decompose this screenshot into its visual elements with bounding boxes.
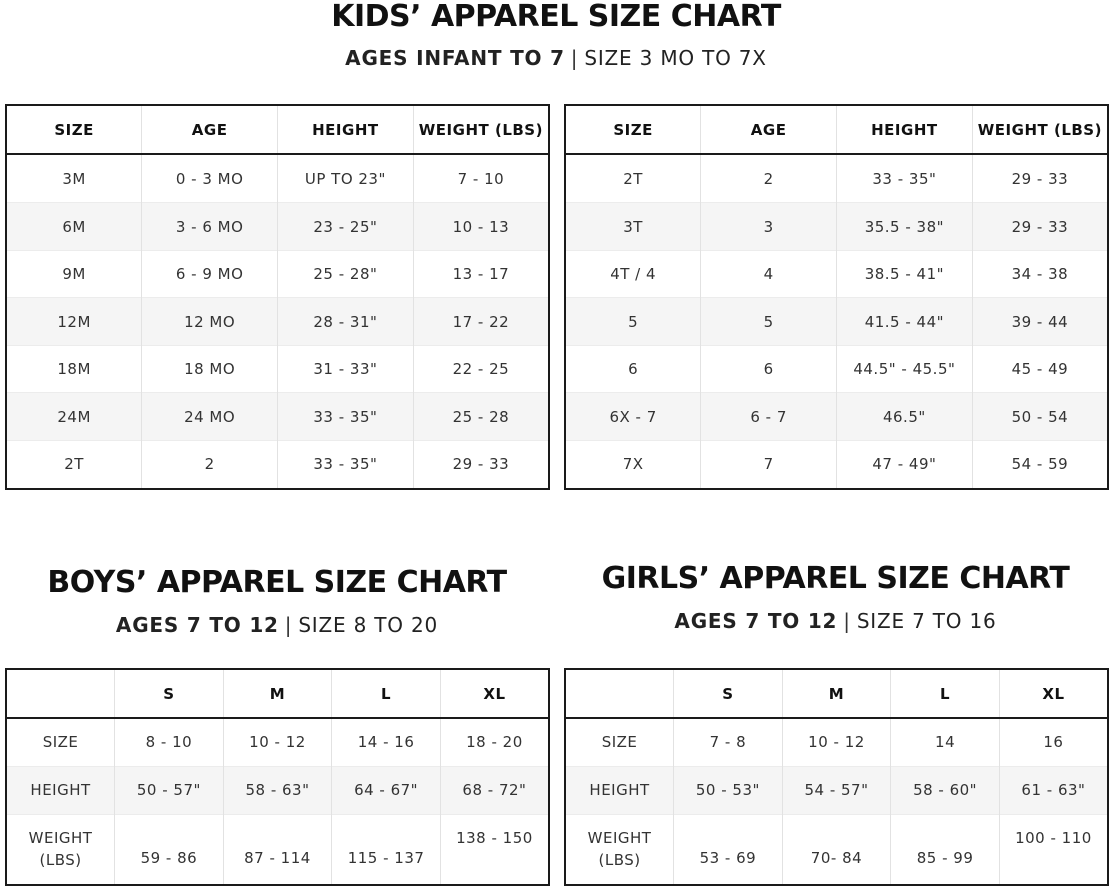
cell-s: 59 - 86	[115, 814, 224, 885]
table-header-row	[565, 105, 1108, 154]
cell-weight: 7 - 10	[413, 154, 549, 203]
cell-height: 28 - 31"	[278, 298, 414, 346]
cell-weight: 10 - 13	[413, 203, 549, 251]
header-blank	[565, 669, 674, 718]
cell-age: 7	[701, 440, 837, 489]
header-s: S	[115, 669, 224, 718]
cell-s: 50 - 57"	[115, 766, 224, 814]
cell-height: 31 - 33"	[278, 345, 414, 393]
girls-subtitle-separator: |	[843, 609, 851, 633]
cell-weight: 54 - 59	[972, 440, 1108, 489]
table-row	[565, 345, 1108, 393]
cell-height: 41.5 - 44"	[837, 298, 973, 346]
kids-size-table-toddler	[564, 104, 1109, 490]
cell-weight: 17 - 22	[413, 298, 549, 346]
table-row	[565, 440, 1108, 489]
cell-height: 33 - 35"	[278, 440, 414, 489]
table-row	[6, 393, 549, 441]
cell-xl: 138 - 150	[440, 814, 549, 885]
table-header-row	[6, 105, 549, 154]
cell-size: 6X - 7	[565, 393, 701, 441]
cell-xl: 68 - 72"	[440, 766, 549, 814]
cell-size: 18M	[6, 345, 142, 393]
table-row	[565, 154, 1108, 203]
table-row	[6, 766, 549, 814]
cell-age: 2	[142, 440, 278, 489]
cell-l: 14	[891, 718, 1000, 766]
table-row	[6, 345, 549, 393]
boys-ages-label: AGES 7 TO 12	[115, 613, 279, 637]
table-row	[6, 298, 549, 346]
cell-weight: 39 - 44	[972, 298, 1108, 346]
cell-age: 12 MO	[142, 298, 278, 346]
kids-chart-title: KIDS’ APPAREL SIZE CHART	[331, 0, 781, 34]
cell-m: 10 - 12	[223, 718, 332, 766]
header-height: HEIGHT	[837, 105, 973, 154]
cell-m: 87 - 114	[223, 814, 332, 885]
cell-weight: 45 - 49	[972, 345, 1108, 393]
cell-s: 7 - 8	[674, 718, 783, 766]
cell-age: 24 MO	[142, 393, 278, 441]
cell-age: 18 MO	[142, 345, 278, 393]
cell-age: 5	[701, 298, 837, 346]
row-label-weight: WEIGHT (LBS)	[6, 814, 115, 885]
boys-chart-subtitle	[0, 611, 554, 639]
girls-size-range: SIZE 7 TO 16	[856, 609, 997, 633]
cell-size: 6	[565, 345, 701, 393]
cell-size: 2T	[6, 440, 142, 489]
cell-height: 44.5" - 45.5"	[837, 345, 973, 393]
table-header-row	[6, 669, 549, 718]
cell-l: 14 - 16	[332, 718, 441, 766]
cell-l: 85 - 99	[891, 814, 1000, 885]
cell-weight: 50 - 54	[972, 393, 1108, 441]
cell-xl: 100 - 110	[999, 814, 1108, 885]
cell-xl: 61 - 63"	[999, 766, 1108, 814]
cell-size: 3M	[6, 154, 142, 203]
cell-l: 58 - 60"	[891, 766, 1000, 814]
table-row	[6, 814, 549, 885]
cell-age: 4	[701, 250, 837, 298]
header-xl: XL	[440, 669, 549, 718]
cell-m: 70- 84	[782, 814, 891, 885]
cell-height: 25 - 28"	[278, 250, 414, 298]
header-weight: WEIGHT (LBS)	[972, 105, 1108, 154]
cell-age: 2	[701, 154, 837, 203]
table-row	[565, 814, 1108, 885]
cell-xl: 16	[999, 718, 1108, 766]
header-m: M	[782, 669, 891, 718]
row-label-height: HEIGHT	[565, 766, 674, 814]
cell-size: 2T	[565, 154, 701, 203]
kids-size-range: SIZE 3 MO TO 7X	[584, 46, 767, 70]
header-size: SIZE	[6, 105, 142, 154]
header-blank	[6, 669, 115, 718]
cell-height: UP TO 23"	[278, 154, 414, 203]
table-row	[565, 766, 1108, 814]
cell-weight: 29 - 33	[972, 154, 1108, 203]
boys-chart-title: BOYS’ APPAREL SIZE CHART	[47, 565, 507, 600]
cell-weight: 29 - 33	[413, 440, 549, 489]
header-s: S	[674, 669, 783, 718]
header-xl: XL	[999, 669, 1108, 718]
cell-l: 64 - 67"	[332, 766, 441, 814]
row-label-size: SIZE	[565, 718, 674, 766]
cell-weight: 29 - 33	[972, 203, 1108, 251]
cell-age: 3 - 6 MO	[142, 203, 278, 251]
cell-size: 5	[565, 298, 701, 346]
cell-height: 23 - 25"	[278, 203, 414, 251]
header-age: AGE	[701, 105, 837, 154]
kids-ages-label: AGES INFANT TO 7	[345, 46, 565, 70]
cell-height: 38.5 - 41"	[837, 250, 973, 298]
table-row	[565, 718, 1108, 766]
table-row	[6, 154, 549, 203]
kids-subtitle-separator: |	[570, 46, 579, 70]
cell-weight: 13 - 17	[413, 250, 549, 298]
table-row	[6, 203, 549, 251]
cell-size: 4T / 4	[565, 250, 701, 298]
cell-weight: 25 - 28	[413, 393, 549, 441]
boys-subtitle-separator: |	[284, 613, 293, 637]
table-row	[565, 393, 1108, 441]
cell-height: 47 - 49"	[837, 440, 973, 489]
table-row	[6, 250, 549, 298]
kids-size-table-infant	[5, 104, 550, 490]
cell-height: 33 - 35"	[837, 154, 973, 203]
row-label-weight: WEIGHT (LBS)	[565, 814, 674, 885]
cell-weight: 34 - 38	[972, 250, 1108, 298]
kids-chart-subtitle	[0, 44, 1112, 72]
table-row	[6, 718, 549, 766]
cell-l: 115 - 137	[332, 814, 441, 885]
cell-age: 6	[701, 345, 837, 393]
cell-age: 6 - 7	[701, 393, 837, 441]
cell-s: 8 - 10	[115, 718, 224, 766]
header-size: SIZE	[565, 105, 701, 154]
table-row	[565, 203, 1108, 251]
cell-age: 3	[701, 203, 837, 251]
boys-size-range: SIZE 8 TO 20	[298, 613, 439, 637]
cell-height: 46.5"	[837, 393, 973, 441]
cell-m: 10 - 12	[782, 718, 891, 766]
header-m: M	[223, 669, 332, 718]
cell-s: 53 - 69	[674, 814, 783, 885]
header-age: AGE	[142, 105, 278, 154]
girls-chart-subtitle	[559, 607, 1112, 635]
cell-size: 3T	[565, 203, 701, 251]
cell-m: 58 - 63"	[223, 766, 332, 814]
cell-height: 33 - 35"	[278, 393, 414, 441]
header-l: L	[332, 669, 441, 718]
table-row	[565, 298, 1108, 346]
cell-age: 0 - 3 MO	[142, 154, 278, 203]
cell-s: 50 - 53"	[674, 766, 783, 814]
cell-weight: 22 - 25	[413, 345, 549, 393]
cell-size: 7X	[565, 440, 701, 489]
girls-size-table	[564, 668, 1109, 886]
cell-height: 35.5 - 38"	[837, 203, 973, 251]
row-label-size: SIZE	[6, 718, 115, 766]
header-height: HEIGHT	[278, 105, 414, 154]
boys-size-table	[5, 668, 550, 886]
table-header-row	[565, 669, 1108, 718]
cell-size: 9M	[6, 250, 142, 298]
cell-m: 54 - 57"	[782, 766, 891, 814]
cell-size: 12M	[6, 298, 142, 346]
cell-size: 6M	[6, 203, 142, 251]
header-l: L	[891, 669, 1000, 718]
cell-age: 6 - 9 MO	[142, 250, 278, 298]
girls-chart-title: GIRLS’ APPAREL SIZE CHART	[601, 561, 1070, 596]
cell-size: 24M	[6, 393, 142, 441]
header-weight: WEIGHT (LBS)	[413, 105, 549, 154]
table-row	[565, 250, 1108, 298]
table-row	[6, 440, 549, 489]
row-label-height: HEIGHT	[6, 766, 115, 814]
girls-ages-label: AGES 7 TO 12	[674, 609, 838, 633]
cell-xl: 18 - 20	[440, 718, 549, 766]
